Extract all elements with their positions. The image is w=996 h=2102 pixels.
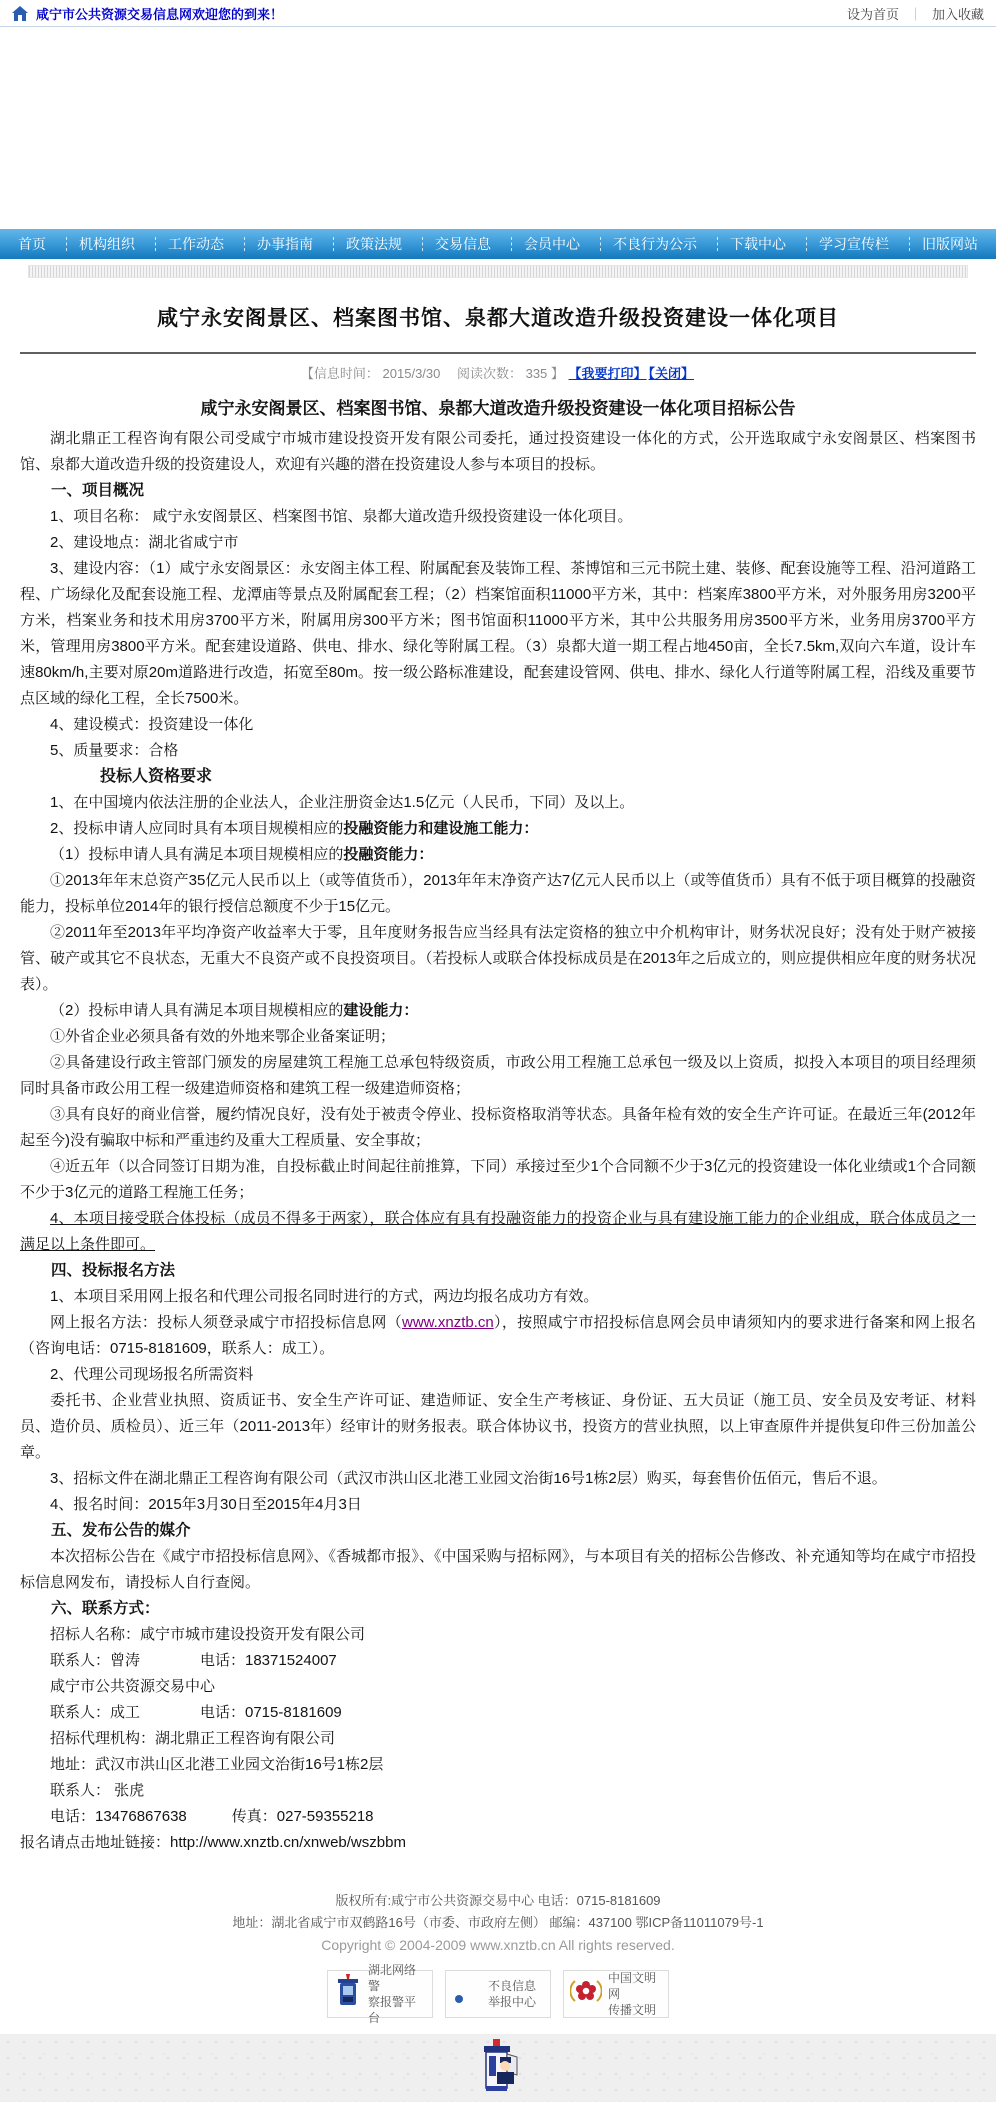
article-container xyxy=(20,302,976,1856)
paragraph-bold-text: 投融资能力和建设施工能力： xyxy=(343,820,539,837)
nav-item-member-center[interactable]: 会员中心 xyxy=(514,229,590,259)
badge-label xyxy=(488,1978,536,2010)
badge-label-line1: 不良信息 xyxy=(488,1979,537,1993)
intro-paragraph: 湖北鼎正工程咨询有限公司受咸宁市城市建设投资开发有限公司委托，通过投资建设一体化的方式，公开选取咸宁永安阁景区、档案图书馆、泉都大道改造升级的投资建设人，欢迎有兴趣的潜在投资建设人参与本项目的投标。 xyxy=(20,430,976,473)
footer-address: 地址：湖北省咸宁市双鹤路16号（市委、市政府左侧） 邮编：437100 鄂ICP备11011079号-1 xyxy=(232,1915,764,1930)
title-divider xyxy=(20,352,976,354)
nav-item-trade-info[interactable]: 交易信息 xyxy=(425,229,501,259)
footer-copyright: Copyright © 2004-2009 www.xnztb.cn All rights reserved. xyxy=(321,1937,675,1953)
section-title-qualification: 投标人资格要求 xyxy=(100,768,213,785)
print-link[interactable]: 【我要打印】 xyxy=(568,366,647,381)
signup-url-link[interactable]: http://www.xnztb.cn/xnweb/wszbbm xyxy=(170,1834,406,1851)
footer-badges xyxy=(0,1963,996,2025)
nav-item-work-news[interactable]: 工作动态 xyxy=(158,229,234,259)
contact-line: 电话：13476867638 传真：027-59355218 xyxy=(50,1808,374,1825)
civilization-net-icon xyxy=(570,1975,602,2014)
contact-line: 招标代理机构：湖北鼎正工程咨询有限公司 xyxy=(50,1730,336,1747)
nav-item-policies[interactable]: 政策法规 xyxy=(336,229,412,259)
body-paragraph xyxy=(20,1310,976,1362)
paragraph-text: （2）投标申请人具有满足本项目规模相应的 xyxy=(50,1002,344,1019)
nav-item-download-center[interactable]: 下载中心 xyxy=(720,229,796,259)
body-paragraph: 委托书、企业营业执照、资质证书、安全生产许可证、建造师证、安全生产考核证、身份证、五大员证（施工员、安全员及安考证、材料员、造价员、质检员）、近三年（2011-2013年）经审计的财务报表。联合体协议书，投资方的营业执照，以上审查原件并提供复印件三份加盖公章。 xyxy=(20,1392,976,1461)
contact-line: 联系人：成工 电话：0715-8181609 xyxy=(50,1704,342,1721)
nav-item-bad-behavior[interactable]: 不良行为公示 xyxy=(603,229,707,259)
body-paragraph: 1、项目名称： 咸宁永安阁景区、档案图书馆、泉都大道改造升级投资建设一体化项目。 xyxy=(50,508,633,525)
nav-item-home[interactable]: 首页 xyxy=(18,236,46,252)
section-title-contact: 六、联系方式： xyxy=(51,1600,160,1617)
body-paragraph: 2、代理公司现场报名所需资料 xyxy=(50,1366,254,1383)
banner-area xyxy=(0,27,996,229)
paragraph-text: ），按照咸宁市招投标信息网会员申请须知内的要求进行备案和网上报名（咨询电话：0715-8181609，联系人：成工）。 xyxy=(20,1314,976,1357)
footer-copyright-owner: 版权所有:咸宁市公共资源交易中心 电话：0715-8181609 xyxy=(335,1893,661,1908)
body-paragraph: 3、建设内容：（1）咸宁永安阁景区：永安阁主体工程、附属配套及装饰工程、茶博馆和三元书院土建、装修、配套设施等工程、沿河道路工程、广场绿化及配套设施工程、龙潭庙等景点及附属配套工程；（2）档案馆面积11000平方米，其中：档案库3800平方米，对外服务用房3200平方米，档案业务和技术用房3700平方米，附属用房300平方米；图书馆面积11000平方米，其中公共服务用房3500平方米，业务用房3700平方米，管理用房3800平方米。配套建设道路、供电、排水、绿化等附属工程。（3）泉都大道一期工程占地450亩，全长7.5km,双向六车道，设计车速80km/h,主要对原20m道路进行改造，拓宽至80m。按一级公路标准建设，配套建设管网、供电、排水、绿化人行道等附属工程，沿线及重要节点区域的绿化工程，全长7500米。 xyxy=(20,560,976,707)
body-paragraph: 1、在中国境内依法注册的企业法人，企业注册资金达1.5亿元（人民币，下同）及以上。 xyxy=(50,794,635,811)
ticker-strip xyxy=(28,265,968,278)
set-home-link[interactable]: 设为首页 xyxy=(846,6,899,22)
police-badge-icon xyxy=(334,1974,362,2015)
bottom-pattern-strip xyxy=(0,2034,996,2102)
section-title-media: 五、发布公告的媒介 xyxy=(51,1522,191,1539)
top-bar xyxy=(0,0,996,27)
paragraph-text: 网上报名方法：投标人须登录咸宁市招投标信息网（ xyxy=(50,1314,403,1331)
home-icon xyxy=(12,6,28,21)
nav-item-old-site[interactable]: 旧版网站 xyxy=(912,229,988,259)
add-favorite-link[interactable]: 加入收藏 xyxy=(931,6,984,22)
report-center-icon xyxy=(452,1975,482,2014)
section-title-overview: 一、项目概况 xyxy=(51,482,145,499)
paragraph-bold-text: 投融资能力： xyxy=(343,846,434,863)
contact-line: 地址：武汉市洪山区北港工业园文治街16号1栋2层 xyxy=(50,1756,384,1773)
body-paragraph: 3、招标文件在湖北鼎正工程咨询有限公司（武汉市洪山区北港工业园文治街16号1栋2层）购买，每套售价伍佰元，售后不退。 xyxy=(50,1470,887,1487)
main-nav xyxy=(0,229,996,259)
body-paragraph: 2、建设地点：湖北省咸宁市 xyxy=(50,534,239,551)
article-body xyxy=(20,396,976,1856)
contact-line: 咸宁市公共资源交易中心 xyxy=(50,1678,216,1695)
badge-label xyxy=(368,1962,426,2026)
body-paragraph xyxy=(20,998,976,1024)
body-paragraph: ④近五年（以合同签订日期为准，自投标截止时间起往前推算，下同）承接过至少1个合同额不少于3亿元的投资建设一体化业绩或1个合同额不少于3亿元的道路工程施工任务； xyxy=(20,1158,976,1201)
page-footer xyxy=(0,1890,996,2025)
body-paragraph: 本次招标公告在《咸宁市招投标信息网》、《香城都市报》、《中国采购与招标网》，与本项目有关的招标公告修改、补充通知等均在咸宁市招投标信息网发布，请投标人自行查阅。 xyxy=(20,1548,976,1591)
nav-item-study-column[interactable]: 学习宣传栏 xyxy=(809,229,899,259)
contact-line: 招标人名称：咸宁市城市建设投资开发有限公司 xyxy=(50,1626,366,1643)
body-paragraph: ②具备建设行政主管部门颁发的房屋建筑工程施工总承包特级资质，市政公用工程施工总承包一级及以上资质，拟投入本项目的项目经理须同时具备市政公用工程一级建造师资格和建筑工程一级建造师资格； xyxy=(20,1054,976,1097)
body-paragraph: 4、建设模式：投资建设一体化 xyxy=(50,716,254,733)
xnztb-site-link[interactable]: www.xnztb.cn xyxy=(402,1314,494,1331)
badge-label-line1: 中国文明网 xyxy=(608,1971,657,2001)
body-paragraph xyxy=(20,842,976,868)
body-paragraph: 5、质量要求：合格 xyxy=(50,742,179,759)
nav-item-service-guide[interactable]: 办事指南 xyxy=(247,229,323,259)
topbar-separator: ｜ xyxy=(908,6,922,22)
close-link[interactable]: 【关闭】 xyxy=(648,366,695,381)
consortium-clause-paragraph: 4、本项目接受联合体投标（成员不得多于两家），联合体应有具有投融资能力的投资企业与具有建设施工能力的企业组成，联合体成员之一满足以上条件即可。 xyxy=(20,1210,976,1253)
body-paragraph: 4、报名时间：2015年3月30日至2015年4月3日 xyxy=(50,1496,362,1513)
meta-info-text: 【信息时间： 2015/3/30 阅读次数： 335 】 xyxy=(300,366,564,381)
bad-info-report-badge[interactable] xyxy=(445,1970,551,2018)
page-title: 咸宁永安阁景区、档案图书馆、泉都大道改造升级投资建设一体化项目 xyxy=(157,307,839,330)
badge-label xyxy=(608,1970,662,2018)
badge-label-line2: 举报中心 xyxy=(488,1995,537,2009)
body-paragraph: ②2011年至2013年平均净资产收益率大于零，且年度财务报告应当经具有法定资格的独立中介机构审计，财务状况良好；没有处于财产被接管、破产或其它不良状态，无重大不良资产或不良投资项目。（若投标人或联合体投标成员是在2013年之后成立的，则应提供相应年度的财务状况表）。 xyxy=(20,924,976,993)
paragraph-bold-text: 建设能力： xyxy=(343,1002,419,1019)
body-paragraph: ①外省企业必须具备有效的外地来鄂企业备案证明； xyxy=(50,1028,396,1045)
badge-label-line2: 传播文明 xyxy=(608,2003,657,2017)
signup-link-line xyxy=(20,1830,976,1856)
body-paragraph: 1、本项目采用网上报名和代理公司报名同时进行的方式，两边均报名成功方有效。 xyxy=(50,1288,599,1305)
section-title-registration: 四、投标报名方法 xyxy=(51,1262,176,1279)
body-paragraph: ①2013年年末总资产35亿元人民币以上（或等值货币），2013年年末净资产达7亿元人民币以上（或等值货币）具有不低于项目概算的投融资能力，投标单位2014年的银行授信总额度不少于15亿元。 xyxy=(20,872,976,915)
signup-label: 报名请点击地址链接： xyxy=(20,1834,171,1851)
hubei-cyber-police-badge[interactable] xyxy=(327,1963,433,2025)
police-booth-icon[interactable] xyxy=(476,2037,520,2100)
nav-item-organization[interactable]: 机构组织 xyxy=(69,229,145,259)
top-bar-welcome-area xyxy=(12,4,283,23)
contact-line: 联系人： 张虎 xyxy=(50,1782,145,1799)
body-paragraph: ③具有良好的商业信誉，履约情况良好，没有处于被责令停业、投标资格取消等状态。具备年检有效的安全生产许可证。在最近三年(2012年起至今)没有骗取中标和严重违约及重大工程质量、安全事故； xyxy=(20,1106,976,1149)
top-bar-links xyxy=(847,4,984,23)
badge-label-line1: 湖北网络警 xyxy=(368,1963,417,1993)
welcome-text: 咸宁市公共资源交易信息网欢迎您的到来！ xyxy=(36,6,284,22)
badge-label-line2: 察报警平台 xyxy=(368,1995,417,2025)
china-civilization-net-badge[interactable] xyxy=(563,1970,669,2018)
contact-line: 联系人：曾涛 电话：18371524007 xyxy=(50,1652,337,1669)
announcement-heading: 咸宁永安阁景区、档案图书馆、泉都大道改造升级投资建设一体化项目招标公告 xyxy=(200,399,796,418)
body-paragraph xyxy=(20,816,976,842)
paragraph-text: 2、投标申请人应同时具有本项目规模相应的 xyxy=(50,820,344,837)
article-meta xyxy=(20,363,976,382)
paragraph-text: （1）投标申请人具有满足本项目规模相应的 xyxy=(50,846,344,863)
